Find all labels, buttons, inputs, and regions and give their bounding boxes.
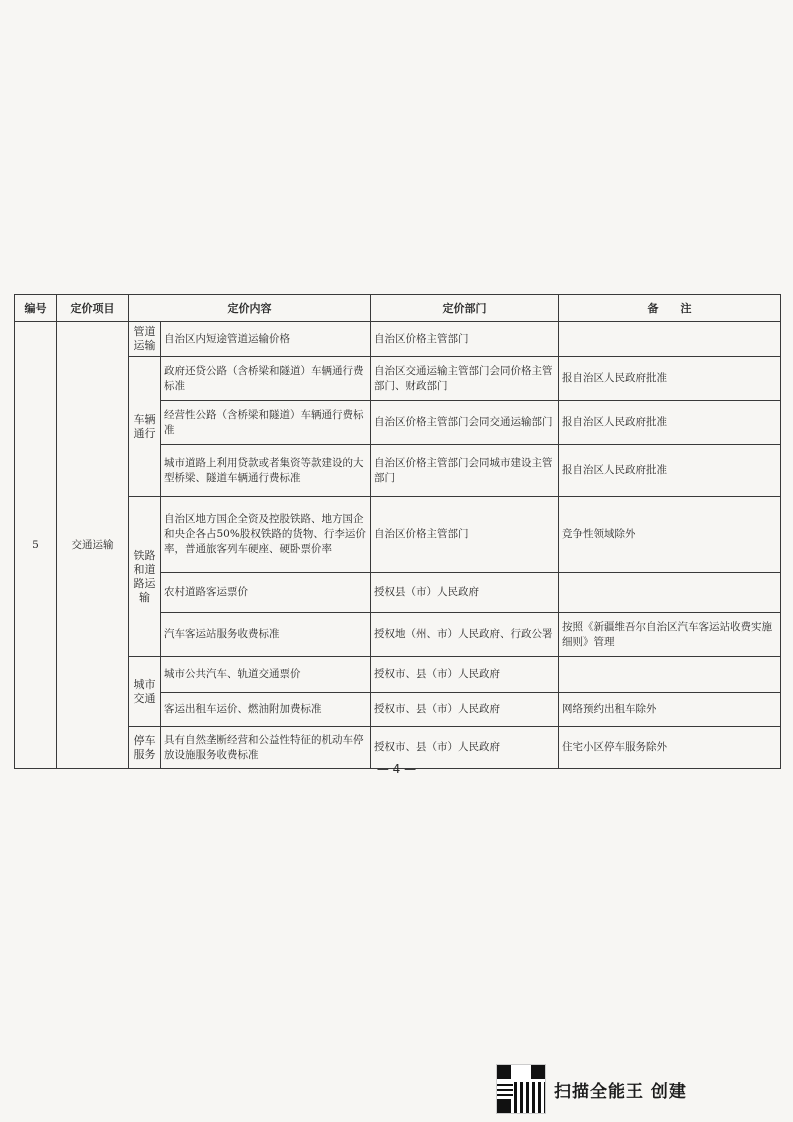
- row-department: 自治区交通运输主管部门会同价格主管部门、财政部门: [371, 357, 559, 401]
- table-row: [15, 357, 781, 401]
- row-department: 自治区价格主管部门会同城市建设主管部门: [371, 445, 559, 497]
- subcategory-parking: 停车服务: [129, 727, 161, 769]
- row-notes: 报自治区人民政府批准: [559, 445, 781, 497]
- subcategory-vehicle: 车辆通行: [129, 357, 161, 497]
- qr-code-icon: [496, 1064, 546, 1114]
- header-content: 定价内容: [129, 295, 371, 322]
- row-notes: [559, 573, 781, 613]
- subcategory-rail-road: 铁路和道路运输: [129, 497, 161, 657]
- page-number: — 4 —: [376, 762, 417, 776]
- group-item: 交通运输: [57, 322, 129, 769]
- row-content: 客运出租车运价、燃油附加费标准: [161, 693, 371, 727]
- row-content: 汽车客运站服务收费标准: [161, 613, 371, 657]
- row-content: 经营性公路（含桥梁和隧道）车辆通行费标准: [161, 401, 371, 445]
- row-notes: 竞争性领域除外: [559, 497, 781, 573]
- row-content: 城市公共汽车、轨道交通票价: [161, 657, 371, 693]
- table-row: [15, 657, 781, 693]
- row-content: 具有自然垄断经营和公益性特征的机动车停放设施服务收费标准: [161, 727, 371, 769]
- row-notes: [559, 657, 781, 693]
- subcategory-urban: 城市交通: [129, 657, 161, 727]
- row-content: 政府还贷公路（含桥梁和隧道）车辆通行费标准: [161, 357, 371, 401]
- row-department: 授权市、县（市）人民政府: [371, 727, 559, 769]
- subcategory-pipeline: 管道运输: [129, 322, 161, 357]
- row-department: 授权市、县（市）人民政府: [371, 693, 559, 727]
- header-number: 编号: [15, 295, 57, 322]
- row-notes: [559, 322, 781, 357]
- row-notes: 报自治区人民政府批准: [559, 357, 781, 401]
- row-content: 自治区内短途管道运输价格: [161, 322, 371, 357]
- row-department: 授权县（市）人民政府: [371, 573, 559, 613]
- row-notes: 按照《新疆维吾尔自治区汽车客运站收费实施细则》管理: [559, 613, 781, 657]
- table-row: [15, 497, 781, 573]
- row-department: 自治区价格主管部门会同交通运输部门: [371, 401, 559, 445]
- row-department: 自治区价格主管部门: [371, 497, 559, 573]
- row-content: 城市道路上利用贷款或者集资等款建设的大型桥梁、隧道车辆通行费标准: [161, 445, 371, 497]
- row-notes: 报自治区人民政府批准: [559, 401, 781, 445]
- row-department: 授权地（州、市）人民政府、行政公署: [371, 613, 559, 657]
- header-department: 定价部门: [371, 295, 559, 322]
- table-header-row: [15, 295, 781, 322]
- header-item: 定价项目: [57, 295, 129, 322]
- row-notes: 住宅小区停车服务除外: [559, 727, 781, 769]
- watermark-text: 扫描全能王 创建: [554, 1081, 687, 1102]
- table-row: [15, 322, 781, 357]
- header-notes: 备 注: [559, 295, 781, 322]
- group-number: 5: [15, 322, 57, 769]
- scanner-watermark: [496, 1063, 687, 1115]
- row-notes: 网络预约出租车除外: [559, 693, 781, 727]
- row-department: 授权市、县（市）人民政府: [371, 657, 559, 693]
- row-content: 自治区地方国企全资及控股铁路、地方国企和央企各占50%股权铁路的货物、行李运价率，普通旅客列车硬座、硬卧票价率: [161, 497, 371, 573]
- row-department: 自治区价格主管部门: [371, 322, 559, 357]
- pricing-table: [14, 294, 781, 769]
- row-content: 农村道路客运票价: [161, 573, 371, 613]
